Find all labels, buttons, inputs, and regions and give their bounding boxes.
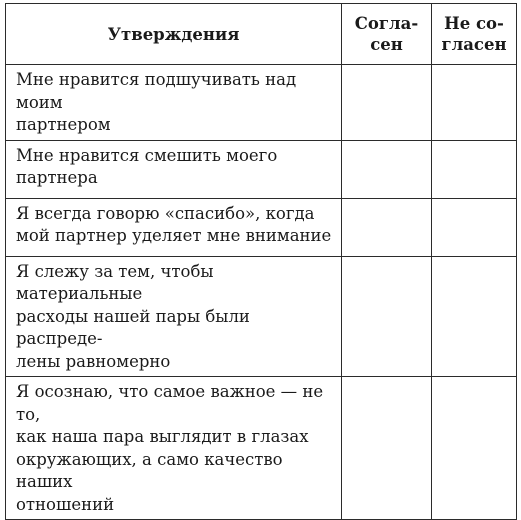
- table-row: [6, 65, 517, 141]
- statement-text: Я осознаю, что самое важное — не то, как наша пара выглядит в глазах окружающих, а само качество наших отношений: [6, 377, 342, 520]
- disagree-header-line1: Не со-: [444, 14, 504, 33]
- statements-header-label: Утверждения: [107, 24, 240, 44]
- disagree-cell[interactable]: [432, 256, 517, 377]
- statement-text: Мне нравится подшучивать над моим партнером: [6, 65, 342, 141]
- disagree-cell[interactable]: [432, 140, 517, 198]
- statement-text: Мне нравится смешить моего партнера: [6, 140, 342, 198]
- disagree-cell[interactable]: [432, 65, 517, 141]
- agree-cell[interactable]: [342, 377, 432, 520]
- disagree-cell[interactable]: [432, 198, 517, 256]
- statements-column-header: [6, 4, 342, 65]
- table-header-row: [6, 4, 517, 65]
- agree-cell[interactable]: [342, 140, 432, 198]
- table-row: [6, 140, 517, 198]
- disagree-cell[interactable]: [432, 377, 517, 520]
- statement-text: Я слежу за тем, чтобы материальные расходы нашей пары были распреде- лены равномерно: [6, 256, 342, 377]
- agree-column-header: [342, 4, 432, 65]
- table-row: [6, 256, 517, 377]
- agree-cell[interactable]: [342, 65, 432, 141]
- disagree-header-line2: гласен: [441, 35, 507, 54]
- agree-cell[interactable]: [342, 198, 432, 256]
- statements-table: [5, 3, 517, 520]
- disagree-column-header: [432, 4, 517, 65]
- agree-header-line2: сен: [370, 35, 403, 54]
- table-row: [6, 198, 517, 256]
- statement-text: Я всегда говорю «спасибо», когда мой партнер уделяет мне внимание: [6, 198, 342, 256]
- table-row: [6, 377, 517, 520]
- agree-cell[interactable]: [342, 256, 432, 377]
- agree-header-line1: Согла-: [354, 14, 419, 33]
